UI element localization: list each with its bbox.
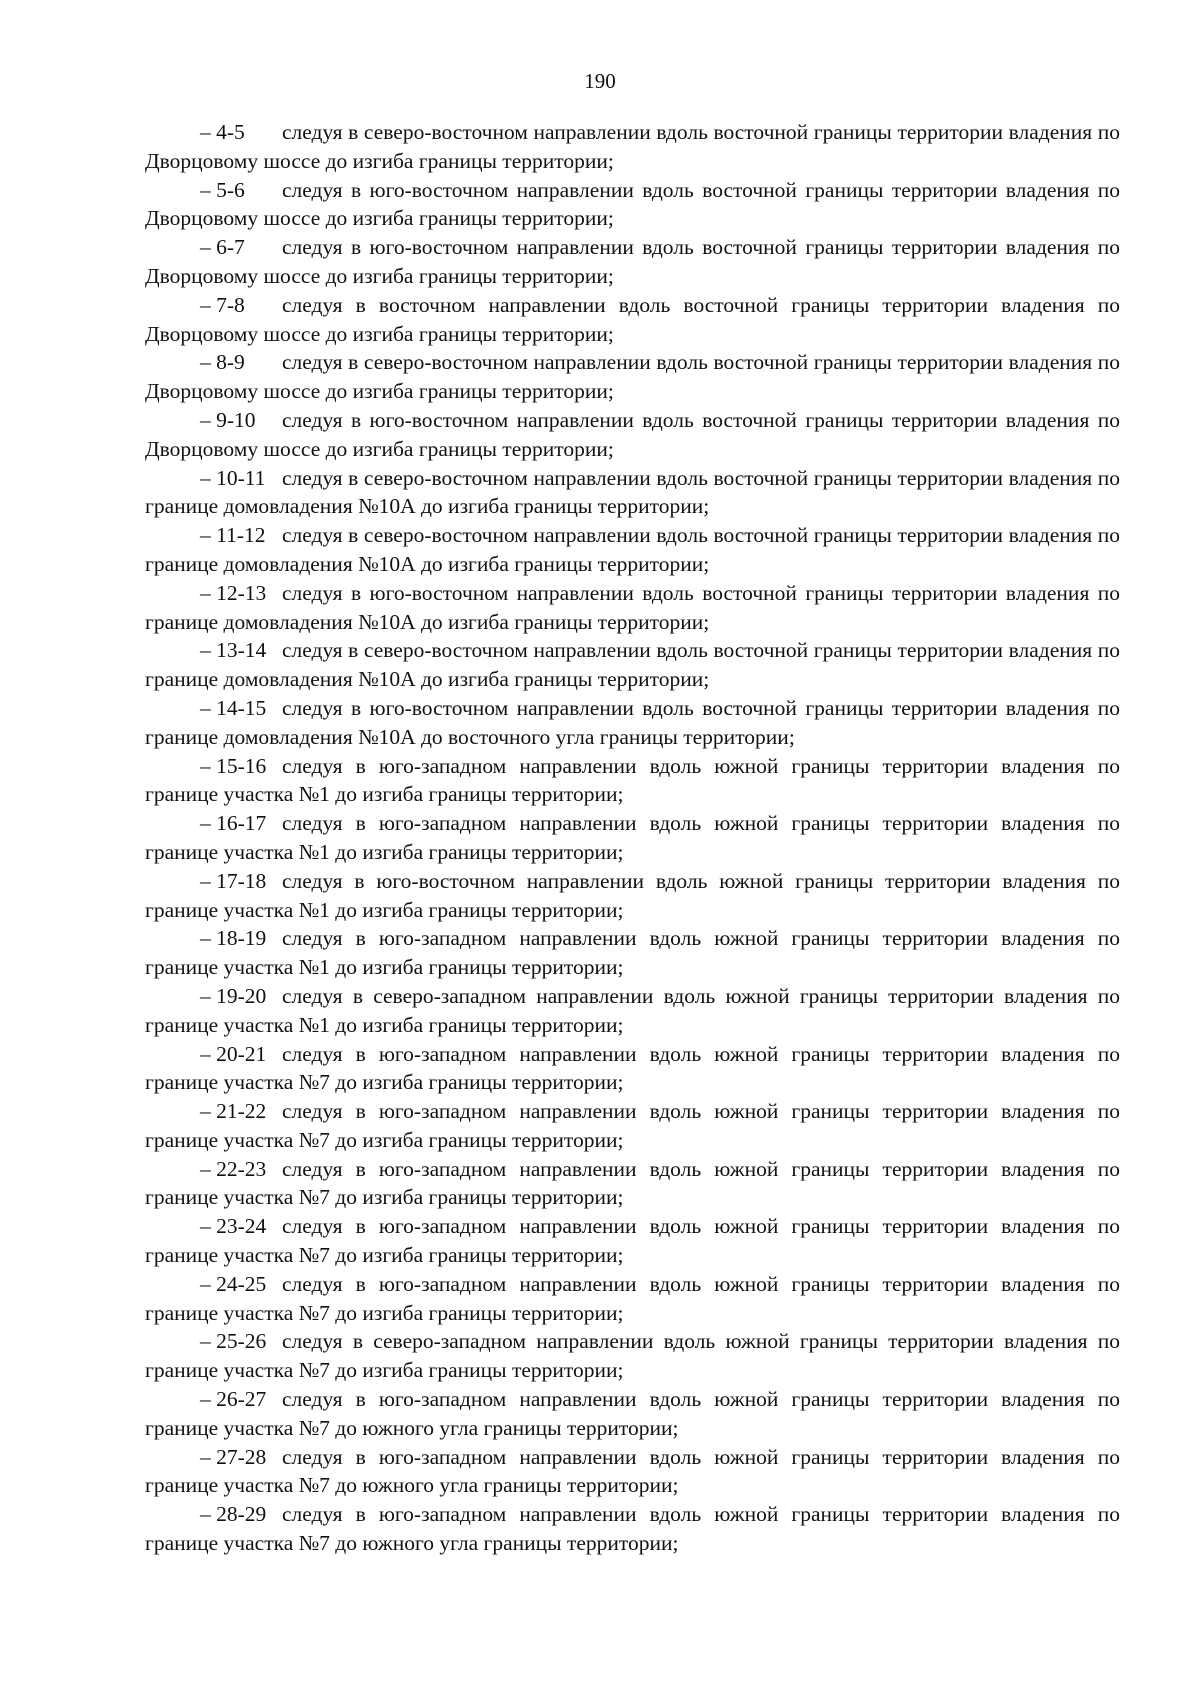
list-item xyxy=(145,406,1120,464)
list-item xyxy=(145,1097,1120,1155)
list-item xyxy=(145,464,1120,522)
segment-description: следуя в юго-западном направлении вдоль южной границы территории владения по границе участка №7 до изгиба границы территории; xyxy=(145,1099,1120,1152)
segment-description: следуя в северо-западном направлении вдоль южной границы территории владения по границе участка №7 до изгиба границы территории; xyxy=(145,1329,1120,1383)
segment-description: следуя в юго-восточном направлении вдоль восточной границы территории владения по Дворцовому шоссе до изгиба границы территории; xyxy=(145,407,1120,461)
segment-number: – 12-13 xyxy=(200,580,267,605)
segment-number: – 17-18 xyxy=(200,868,267,893)
segment-description: следуя в юго-восточном направлении вдоль восточной границы территории владения по границе домовладения №10А до изгиба границы территории; xyxy=(145,580,1120,634)
segment-description: следуя в северо-восточном направлении вдоль восточной границы территории владения по границе домовладения №10А до изгиба границы территории; xyxy=(145,638,1120,692)
list-item xyxy=(145,348,1120,406)
segment-description: следуя в юго-восточном направлении вдоль восточной границы территории владения по Дворцовому шоссе до изгиба границы территории; xyxy=(145,235,1120,288)
list-item xyxy=(145,924,1120,982)
segment-description: следуя в северо-восточном направлении вдоль восточной границы территории владения по Дворцовому шоссе до изгиба границы территории; xyxy=(145,120,1120,173)
list-item xyxy=(145,1270,1120,1328)
list-item xyxy=(145,867,1120,925)
list-item xyxy=(145,1385,1120,1443)
segment-description: следуя в северо-восточном направлении вдоль восточной границы территории владения по границе домовладения №10А до изгиба границы территории; xyxy=(145,523,1120,576)
segment-number: – 21-22 xyxy=(200,1099,267,1124)
list-item xyxy=(145,1212,1120,1270)
list-item xyxy=(145,982,1120,1040)
list-item xyxy=(145,176,1120,234)
segment-number: – 16-17 xyxy=(200,811,267,836)
segment-number: – 24-25 xyxy=(200,1271,267,1296)
segment-number: – 28-29 xyxy=(200,1502,267,1527)
segment-number: – 23-24 xyxy=(200,1214,267,1239)
segment-description: следуя в юго-западном направлении вдоль южной границы территории владения по границе участка №7 до изгиба границы территории; xyxy=(145,1214,1120,1268)
list-item xyxy=(145,579,1120,637)
segment-description: следуя в юго-восточном направлении вдоль восточной границы территории владения по Дворцовому шоссе до изгиба границы территории; xyxy=(145,177,1120,231)
segment-number: – 9-10 xyxy=(200,407,256,432)
segment-description: следуя в юго-восточном направлении вдоль восточной границы территории владения по границе домовладения №10А до восточного угла границы территории; xyxy=(145,695,1120,749)
list-item xyxy=(145,233,1120,291)
list-item xyxy=(145,1040,1120,1098)
segment-description: следуя в юго-западном направлении вдоль южной границы территории владения по границе участка №7 до южного угла границы территории; xyxy=(145,1387,1120,1440)
segment-number: – 11-12 xyxy=(200,523,266,548)
list-item xyxy=(145,118,1120,176)
segment-description: следуя в юго-восточном направлении вдоль южной границы территории владения по границе участка №1 до изгиба границы территории; xyxy=(145,868,1120,922)
segment-description: следуя в юго-западном направлении вдоль южной границы территории владения по границе участка №7 до изгиба границы территории; xyxy=(145,1041,1120,1095)
list-item xyxy=(145,1155,1120,1213)
segment-description: следуя в юго-западном направлении вдоль южной границы территории владения по границе участка №1 до изгиба границы территории; xyxy=(145,753,1120,807)
list-item xyxy=(145,1327,1120,1385)
segment-description: следуя в северо-восточном направлении вдоль восточной границы территории владения по границе домовладения №10А до изгиба границы территории; xyxy=(145,465,1120,519)
segment-description: следуя в юго-западном направлении вдоль южной границы территории владения по границе участка №7 до южного угла границы территории; xyxy=(145,1502,1120,1556)
segment-description: следуя в северо-восточном направлении вдоль восточной границы территории владения по Дворцовому шоссе до изгиба границы территории; xyxy=(145,350,1120,404)
page-number: 190 xyxy=(584,69,616,93)
list-item xyxy=(145,752,1120,810)
segment-number: – 20-21 xyxy=(200,1041,267,1066)
segment-number: – 14-15 xyxy=(200,695,267,720)
segment-number: – 10-11 xyxy=(200,465,266,490)
segment-number: – 7-8 xyxy=(200,292,245,317)
list-item xyxy=(145,809,1120,867)
segment-number: – 5-6 xyxy=(200,177,245,202)
segment-number: – 26-27 xyxy=(200,1387,267,1412)
list-item xyxy=(145,694,1120,752)
list-item xyxy=(145,1443,1120,1501)
segment-description: следуя в юго-западном направлении вдоль южной границы территории владения по границе участка №7 до изгиба границы территории; xyxy=(145,1271,1120,1325)
segment-description: следуя в юго-западном направлении вдоль южной границы территории владения по границе участка №1 до изгиба границы территории; xyxy=(145,926,1120,980)
segment-number: – 4-5 xyxy=(200,120,245,144)
segment-number: – 15-16 xyxy=(200,753,267,778)
list-item xyxy=(145,1500,1120,1558)
segment-number: – 27-28 xyxy=(200,1444,267,1469)
segment-number: – 13-14 xyxy=(200,638,267,663)
list-item xyxy=(145,636,1120,694)
list-item xyxy=(145,291,1120,349)
segment-description: следуя в юго-западном направлении вдоль южной границы территории владения по границе участка №7 до южного угла границы территории; xyxy=(145,1444,1120,1498)
segment-description: следуя в юго-западном направлении вдоль южной границы территории владения по границе участка №7 до изгиба границы территории; xyxy=(145,1156,1120,1210)
segment-description: следуя в северо-западном направлении вдоль южной границы территории владения по границе участка №1 до изгиба границы территории; xyxy=(145,983,1120,1037)
segment-number: – 25-26 xyxy=(200,1329,267,1354)
list-item xyxy=(145,521,1120,579)
segment-number: – 19-20 xyxy=(200,983,267,1008)
boundary-segment-list xyxy=(145,118,1120,1558)
segment-number: – 6-7 xyxy=(200,235,245,260)
segment-number: – 8-9 xyxy=(200,350,245,375)
segment-description: следуя в восточном направлении вдоль восточной границы территории владения по Дворцовому шоссе до изгиба границы территории; xyxy=(145,292,1120,346)
segment-number: – 18-19 xyxy=(200,926,267,951)
segment-description: следуя в юго-западном направлении вдоль южной границы территории владения по границе участка №1 до изгиба границы территории; xyxy=(145,811,1120,864)
segment-number: – 22-23 xyxy=(200,1156,267,1181)
